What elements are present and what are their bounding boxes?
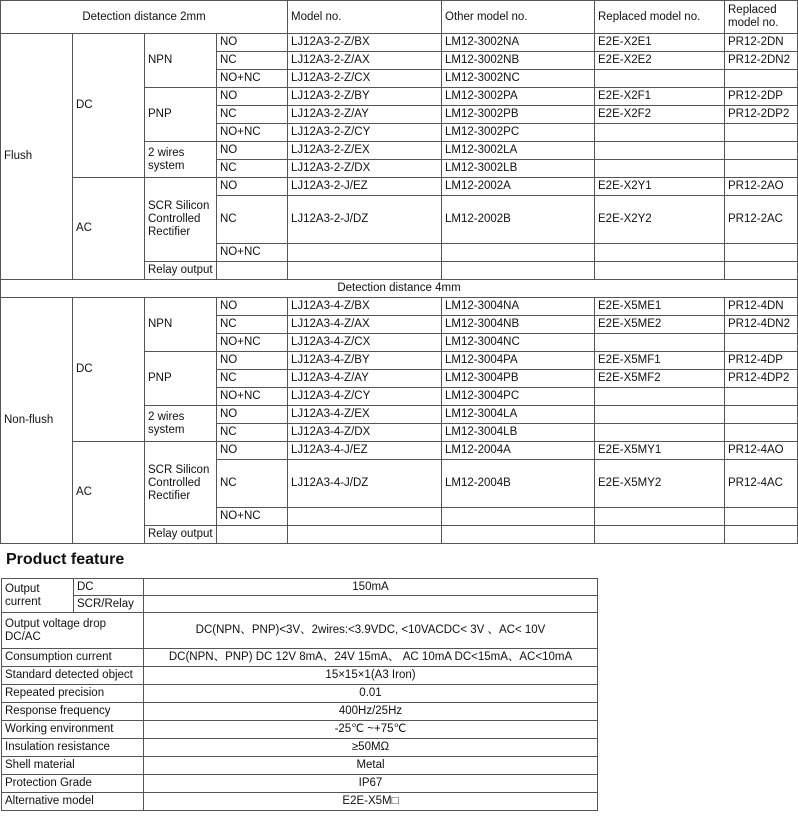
replaced-model-no-2-cell — [725, 142, 798, 160]
model-no-cell: LJ12A3-2-Z/BY — [288, 88, 442, 106]
model-no-cell — [288, 508, 442, 526]
model-no-cell: LJ12A3-4-Z/AX — [288, 316, 442, 334]
replaced-model-no-2-cell: PR12-4DN2 — [725, 316, 798, 334]
feature-row — [2, 667, 598, 685]
output-type-cell: NC — [217, 52, 288, 70]
other-model-no-cell: LM12-2004A — [442, 442, 595, 460]
feature-label: Output voltage drop DC/AC — [2, 613, 144, 649]
output-type-cell: NC — [217, 196, 288, 244]
flush-scr-label: SCR Silicon Controlled Rectifier — [145, 178, 217, 262]
other-model-no-cell: LM12-2004B — [442, 460, 595, 508]
empty-cell — [442, 526, 595, 544]
empty-cell — [595, 262, 725, 280]
other-model-no-cell: LM12-3002NC — [442, 70, 595, 88]
replaced-model-no-cell — [595, 142, 725, 160]
feature-value: E2E-X5M□ — [144, 793, 598, 811]
output-type-cell: NO+NC — [217, 508, 288, 526]
replaced-model-no-cell — [595, 424, 725, 442]
model-no-cell: LJ12A3-4-Z/DX — [288, 424, 442, 442]
replaced-model-no-cell — [595, 160, 725, 178]
feature-row — [2, 775, 598, 793]
empty-cell — [725, 262, 798, 280]
other-model-no-cell: LM12-3004LA — [442, 406, 595, 424]
other-model-no-cell: LM12-3002NB — [442, 52, 595, 70]
feature-value: Metal — [144, 757, 598, 775]
output-type-cell: NO — [217, 34, 288, 52]
table-row — [1, 442, 798, 460]
output-type-cell: NC — [217, 370, 288, 388]
replaced-model-no-cell: E2E-X2F1 — [595, 88, 725, 106]
replaced-model-no-cell — [595, 124, 725, 142]
output-type-cell: NO — [217, 142, 288, 160]
product-feature-title: Product feature — [6, 551, 125, 568]
replaced-model-no-2-cell: PR12-4DP — [725, 352, 798, 370]
replaced-model-no-2-cell: PR12-4DN — [725, 298, 798, 316]
feature-label: Working environment — [2, 721, 144, 739]
empty-cell — [217, 526, 288, 544]
replaced-model-no-2-cell — [725, 388, 798, 406]
other-model-no-cell: LM12-2002B — [442, 196, 595, 244]
output-current-label: Output current — [2, 579, 74, 613]
replaced-model-no-2-cell — [725, 244, 798, 262]
replaced-model-no-2-cell: PR12-2DP2 — [725, 106, 798, 124]
output-type-cell: NO — [217, 178, 288, 196]
other-model-no-cell: LM12-3002PC — [442, 124, 595, 142]
model-no-cell: LJ12A3-2-J/DZ — [288, 196, 442, 244]
feature-row — [2, 649, 598, 667]
dc-value: 150mA — [144, 579, 598, 596]
replaced-model-no-cell: E2E-X5ME2 — [595, 316, 725, 334]
other-model-no-cell: LM12-3004PB — [442, 370, 595, 388]
replaced-model-no-cell — [595, 334, 725, 352]
output-type-cell: NO+NC — [217, 70, 288, 88]
other-model-no-cell: LM12-3002PB — [442, 106, 595, 124]
feature-label: Alternative model — [2, 793, 144, 811]
output-type-cell: NO — [217, 298, 288, 316]
model-no-cell: LJ12A3-2-Z/EX — [288, 142, 442, 160]
other-model-no-cell: LM12-2002A — [442, 178, 595, 196]
replaced-model-no-2-cell: PR12-2AO — [725, 178, 798, 196]
flush-dc-label: DC — [73, 34, 145, 178]
detection-distance-4mm-header: Detection distance 4mm — [1, 280, 798, 298]
empty-cell — [217, 262, 288, 280]
output-type-cell: NC — [217, 160, 288, 178]
model-no-cell: LJ12A3-2-Z/DX — [288, 160, 442, 178]
replaced-model-no-2-cell — [725, 334, 798, 352]
empty-cell — [288, 262, 442, 280]
replaced-model-no-2-cell — [725, 508, 798, 526]
feature-label: Protection Grade — [2, 775, 144, 793]
feature-label: Shell material — [2, 757, 144, 775]
replaced-model-no-2-cell — [725, 406, 798, 424]
model-no-cell: LJ12A3-2-Z/AX — [288, 52, 442, 70]
empty-cell — [595, 526, 725, 544]
output-type-cell: NO — [217, 442, 288, 460]
replaced-model-no-cell: E2E-X5ME1 — [595, 298, 725, 316]
output-type-cell: NO+NC — [217, 244, 288, 262]
model-no-cell: LJ12A3-2-Z/CY — [288, 124, 442, 142]
model-no-cell: LJ12A3-4-Z/AY — [288, 370, 442, 388]
non-flush-pnp-label: PNP — [145, 352, 217, 406]
output-type-cell: NO — [217, 406, 288, 424]
feature-value: ≥50MΩ — [144, 739, 598, 757]
feature-value: 400Hz/25Hz — [144, 703, 598, 721]
flush-label: Flush — [1, 34, 73, 280]
feature-label: Insulation resistance — [2, 739, 144, 757]
feature-row — [2, 739, 598, 757]
feature-value: DC(NPN、PNP) DC 12V 8mA、24V 15mA、 AC 10mA DC<15mA、AC<10mA — [144, 649, 598, 667]
output-type-cell: NC — [217, 106, 288, 124]
replaced-model-no-cell: E2E-X5MF2 — [595, 370, 725, 388]
replaced-model-no-2-cell — [725, 424, 798, 442]
output-type-cell: NO+NC — [217, 334, 288, 352]
replaced-model-no-cell: E2E-X5MY2 — [595, 460, 725, 508]
feature-table — [1, 578, 598, 811]
scr-relay-value — [144, 596, 598, 613]
output-type-cell: NC — [217, 316, 288, 334]
other-model-no-cell: LM12-3002LA — [442, 142, 595, 160]
flush-relay-output-label: Relay output — [145, 262, 217, 280]
model-no-cell: LJ12A3-2-J/EZ — [288, 178, 442, 196]
feature-row — [2, 685, 598, 703]
feature-row — [2, 721, 598, 739]
model-no-cell — [288, 244, 442, 262]
dc-label: DC — [74, 579, 144, 596]
table-row — [1, 34, 798, 52]
empty-cell — [725, 526, 798, 544]
model-no-cell: LJ12A3-2-Z/CX — [288, 70, 442, 88]
other-model-no-cell: LM12-3004NC — [442, 334, 595, 352]
scr-relay-label: SCR/Relay — [74, 596, 144, 613]
replaced-model-no-cell: E2E-X5MY1 — [595, 442, 725, 460]
other-model-no-cell: LM12-3004NB — [442, 316, 595, 334]
replaced-model-no-cell — [595, 244, 725, 262]
output-type-cell: NO — [217, 88, 288, 106]
replaced-model-no-2-cell: PR12-4AC — [725, 460, 798, 508]
replaced-model-no-cell — [595, 70, 725, 88]
replaced-model-no-cell: E2E-X5MF1 — [595, 352, 725, 370]
empty-cell — [442, 262, 595, 280]
flush-ac-label: AC — [73, 178, 145, 280]
output-type-cell: NO — [217, 352, 288, 370]
non-flush-two-wires-label: 2 wires system — [145, 406, 217, 442]
feature-value: -25℃ ~+75℃ — [144, 721, 598, 739]
replaced-model-no-header: Replaced model no. — [595, 1, 725, 34]
output-type-cell: NO+NC — [217, 124, 288, 142]
replaced-model-no-2-cell: PR12-4DP2 — [725, 370, 798, 388]
other-model-no-header: Other model no. — [442, 1, 595, 34]
model-no-cell: LJ12A3-2-Z/AY — [288, 106, 442, 124]
replaced-model-no-cell — [595, 406, 725, 424]
non-flush-ac-label: AC — [73, 442, 145, 544]
detection-distance-2mm-header: Detection distance 2mm — [1, 1, 288, 34]
replaced-model-no-2-cell — [725, 124, 798, 142]
replaced-model-no-cell: E2E-X2Y1 — [595, 178, 725, 196]
replaced-model-no-2-cell: PR12-4AO — [725, 442, 798, 460]
other-model-no-cell: LM12-3002NA — [442, 34, 595, 52]
other-model-no-cell — [442, 244, 595, 262]
other-model-no-cell: LM12-3004PC — [442, 388, 595, 406]
model-no-cell: LJ12A3-4-Z/CY — [288, 388, 442, 406]
other-model-no-cell — [442, 508, 595, 526]
flush-npn-label: NPN — [145, 34, 217, 88]
replaced-model-no-cell — [595, 508, 725, 526]
replaced-model-no-2-cell: PR12-2AC — [725, 196, 798, 244]
feature-row — [2, 757, 598, 775]
model-no-cell: LJ12A3-4-Z/BX — [288, 298, 442, 316]
flush-two-wires-label: 2 wires system — [145, 142, 217, 178]
feature-value: 15×15×1(A3 Iron) — [144, 667, 598, 685]
feature-value: DC(NPN、PNP)<3V、2wires:<3.9VDC, <10VACDC< 3V 、AC< 10V — [144, 613, 598, 649]
table-row — [1, 298, 798, 316]
model-no-cell: LJ12A3-4-Z/EX — [288, 406, 442, 424]
non-flush-npn-label: NPN — [145, 298, 217, 352]
feature-row — [2, 703, 598, 721]
output-type-cell: NC — [217, 460, 288, 508]
other-model-no-cell: LM12-3004LB — [442, 424, 595, 442]
feature-label: Standard detected object — [2, 667, 144, 685]
feature-label: Consumption current — [2, 649, 144, 667]
replaced-model-no-2-cell — [725, 70, 798, 88]
feature-label: Repeated precision — [2, 685, 144, 703]
model-no-header: Model no. — [288, 1, 442, 34]
model-no-cell: LJ12A3-4-J/EZ — [288, 442, 442, 460]
feature-row — [2, 613, 598, 649]
output-type-cell: NC — [217, 424, 288, 442]
replaced-model-no-header-2: Replaced model no. — [725, 1, 798, 34]
other-model-no-cell: LM12-3004PA — [442, 352, 595, 370]
feature-value: IP67 — [144, 775, 598, 793]
product-feature-heading — [0, 545, 596, 575]
replaced-model-no-cell: E2E-X2E2 — [595, 52, 725, 70]
feature-row — [2, 793, 598, 811]
other-model-no-cell: LM12-3004NA — [442, 298, 595, 316]
replaced-model-no-2-cell: PR12-2DN — [725, 34, 798, 52]
replaced-model-no-cell: E2E-X2Y2 — [595, 196, 725, 244]
feature-label: Response frequency — [2, 703, 144, 721]
model-no-cell: LJ12A3-4-J/DZ — [288, 460, 442, 508]
replaced-model-no-cell: E2E-X2E1 — [595, 34, 725, 52]
other-model-no-cell: LM12-3002LB — [442, 160, 595, 178]
table-row — [1, 178, 798, 196]
non-flush-relay-output-label: Relay output — [145, 526, 217, 544]
replaced-model-no-2-cell: PR12-2DP — [725, 88, 798, 106]
model-no-cell: LJ12A3-4-Z/CX — [288, 334, 442, 352]
non-flush-scr-label: SCR Silicon Controlled Rectifier — [145, 442, 217, 526]
feature-value: 0.01 — [144, 685, 598, 703]
empty-cell — [288, 526, 442, 544]
other-model-no-cell: LM12-3002PA — [442, 88, 595, 106]
replaced-model-no-cell — [595, 388, 725, 406]
non-flush-dc-label: DC — [73, 298, 145, 442]
replaced-model-no-2-cell: PR12-2DN2 — [725, 52, 798, 70]
replaced-model-no-cell: E2E-X2F2 — [595, 106, 725, 124]
model-no-cell: LJ12A3-2-Z/BX — [288, 34, 442, 52]
model-no-cell: LJ12A3-4-Z/BY — [288, 352, 442, 370]
flush-pnp-label: PNP — [145, 88, 217, 142]
replaced-model-no-2-cell — [725, 160, 798, 178]
output-type-cell: NO+NC — [217, 388, 288, 406]
non-flush-label: Non-flush — [1, 298, 73, 544]
